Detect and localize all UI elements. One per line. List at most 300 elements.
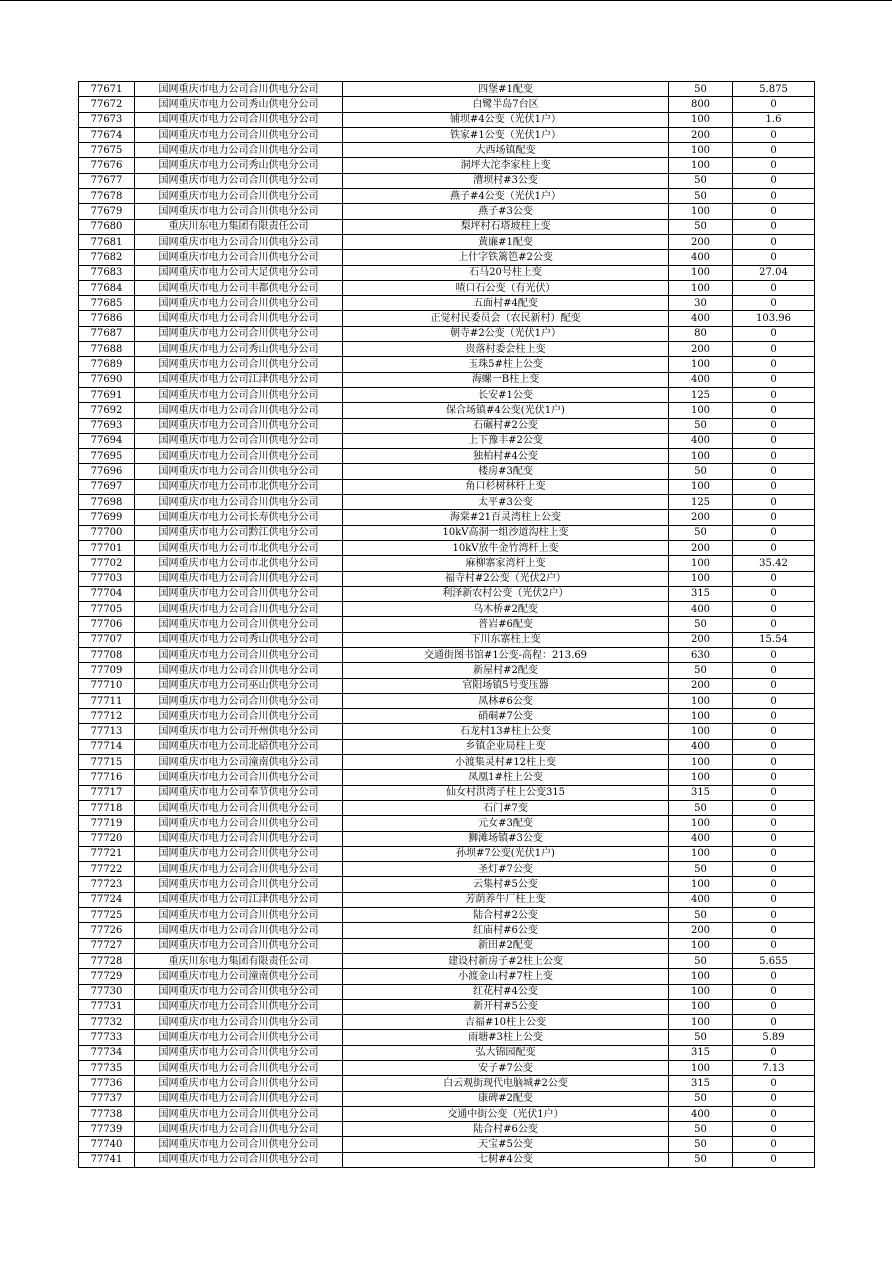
cell-transformer-name: 小渡集灵村#12柱上变 bbox=[343, 755, 669, 770]
cell-row-id: 77701 bbox=[79, 540, 135, 555]
cell-transformer-name: 硝硐#7公变 bbox=[343, 709, 669, 724]
cell-transformer-name: 小渡金山村#7柱上变 bbox=[343, 969, 669, 984]
cell-transformer-name: 芳荫养牛厂柱上变 bbox=[343, 892, 669, 907]
cell-transformer-name: 海棠#21百灵湾柱上公变 bbox=[343, 510, 669, 525]
cell-transformer-name: 乌木桥#2配变 bbox=[343, 602, 669, 617]
table-row bbox=[79, 250, 815, 265]
cell-row-id: 77697 bbox=[79, 479, 135, 494]
cell-row-id: 77727 bbox=[79, 938, 135, 953]
cell-value: 0 bbox=[733, 755, 815, 770]
cell-transformer-name: 天宝#5公变 bbox=[343, 1137, 669, 1152]
cell-row-id: 77687 bbox=[79, 326, 135, 341]
table-row bbox=[79, 296, 815, 311]
cell-transformer-name: 安子#7公变 bbox=[343, 1061, 669, 1076]
cell-company-name: 国网重庆市电力公司合川供电分公司 bbox=[135, 112, 343, 127]
cell-transformer-name: 海螺一B柱上变 bbox=[343, 372, 669, 387]
cell-row-id: 77737 bbox=[79, 1091, 135, 1106]
cell-capacity: 50 bbox=[669, 464, 733, 479]
cell-capacity: 100 bbox=[669, 158, 733, 173]
cell-transformer-name: 燕子#4公变（光伏1户） bbox=[343, 189, 669, 204]
cell-value: 0 bbox=[733, 296, 815, 311]
cell-capacity: 200 bbox=[669, 923, 733, 938]
cell-transformer-name: 雨塘#3柱上公变 bbox=[343, 1030, 669, 1045]
cell-transformer-name: 凤林#6公变 bbox=[343, 693, 669, 708]
cell-value: 0 bbox=[733, 234, 815, 249]
cell-value: 0 bbox=[733, 127, 815, 142]
cell-capacity: 50 bbox=[669, 525, 733, 540]
cell-transformer-name: 云集村#5公变 bbox=[343, 877, 669, 892]
cell-row-id: 77692 bbox=[79, 403, 135, 418]
cell-capacity: 125 bbox=[669, 387, 733, 402]
table-row bbox=[79, 984, 815, 999]
cell-transformer-name: 七树#4公变 bbox=[343, 1152, 669, 1167]
cell-value: 0 bbox=[733, 387, 815, 402]
cell-company-name: 国网重庆市电力公司北碚供电分公司 bbox=[135, 739, 343, 754]
cell-capacity: 315 bbox=[669, 1045, 733, 1060]
table-row bbox=[79, 1137, 815, 1152]
cell-value: 0 bbox=[733, 678, 815, 693]
cell-value: 0 bbox=[733, 97, 815, 112]
cell-value: 0 bbox=[733, 1137, 815, 1152]
cell-value: 0 bbox=[733, 1106, 815, 1121]
cell-value: 0 bbox=[733, 908, 815, 923]
cell-value: 0 bbox=[733, 326, 815, 341]
cell-capacity: 100 bbox=[669, 984, 733, 999]
cell-value: 0 bbox=[733, 785, 815, 800]
cell-transformer-name: 太平#3公变 bbox=[343, 495, 669, 510]
cell-capacity: 50 bbox=[669, 418, 733, 433]
cell-company-name: 国网重庆市电力公司市北供电分公司 bbox=[135, 479, 343, 494]
table-row bbox=[79, 204, 815, 219]
cell-company-name: 国网重庆市电力公司合川供电分公司 bbox=[135, 127, 343, 142]
cell-row-id: 77712 bbox=[79, 709, 135, 724]
table-row bbox=[79, 800, 815, 815]
cell-capacity: 50 bbox=[669, 862, 733, 877]
cell-transformer-name: 圣灯#7公变 bbox=[343, 862, 669, 877]
cell-row-id: 77675 bbox=[79, 143, 135, 158]
cell-capacity: 100 bbox=[669, 479, 733, 494]
cell-capacity: 50 bbox=[669, 800, 733, 815]
table-row bbox=[79, 831, 815, 846]
cell-row-id: 77705 bbox=[79, 602, 135, 617]
table-row bbox=[79, 387, 815, 402]
cell-capacity: 200 bbox=[669, 540, 733, 555]
cell-row-id: 77718 bbox=[79, 800, 135, 815]
cell-row-id: 77735 bbox=[79, 1061, 135, 1076]
cell-value: 0 bbox=[733, 739, 815, 754]
table-row bbox=[79, 969, 815, 984]
cell-value: 0 bbox=[733, 1045, 815, 1060]
table-row bbox=[79, 556, 815, 571]
cell-capacity: 100 bbox=[669, 709, 733, 724]
cell-value: 27.04 bbox=[733, 265, 815, 280]
cell-transformer-name: 漕坝村#3公变 bbox=[343, 173, 669, 188]
cell-capacity: 200 bbox=[669, 234, 733, 249]
cell-row-id: 77691 bbox=[79, 387, 135, 402]
cell-capacity: 50 bbox=[669, 908, 733, 923]
cell-capacity: 400 bbox=[669, 372, 733, 387]
cell-value: 0 bbox=[733, 693, 815, 708]
table-row bbox=[79, 724, 815, 739]
cell-capacity: 400 bbox=[669, 602, 733, 617]
cell-capacity: 100 bbox=[669, 265, 733, 280]
transformer-table bbox=[78, 81, 815, 1168]
cell-row-id: 77702 bbox=[79, 556, 135, 571]
cell-capacity: 100 bbox=[669, 143, 733, 158]
table-row bbox=[79, 647, 815, 662]
cell-capacity: 630 bbox=[669, 647, 733, 662]
cell-value: 0 bbox=[733, 280, 815, 295]
cell-capacity: 100 bbox=[669, 816, 733, 831]
cell-row-id: 77739 bbox=[79, 1122, 135, 1137]
cell-company-name: 国网重庆市电力公司合川供电分公司 bbox=[135, 586, 343, 601]
cell-value: 0 bbox=[733, 495, 815, 510]
cell-capacity: 100 bbox=[669, 449, 733, 464]
cell-capacity: 50 bbox=[669, 663, 733, 678]
cell-capacity: 50 bbox=[669, 1091, 733, 1106]
cell-company-name: 国网重庆市电力公司合川供电分公司 bbox=[135, 709, 343, 724]
cell-company-name: 国网重庆市电力公司合川供电分公司 bbox=[135, 938, 343, 953]
cell-capacity: 100 bbox=[669, 877, 733, 892]
cell-value: 0 bbox=[733, 464, 815, 479]
cell-transformer-name: 大西场镇配变 bbox=[343, 143, 669, 158]
cell-transformer-name: 石碾村#2公变 bbox=[343, 418, 669, 433]
cell-row-id: 77736 bbox=[79, 1076, 135, 1091]
page-top-border bbox=[0, 0, 892, 1]
cell-transformer-name: 独柏村#4公变 bbox=[343, 449, 669, 464]
table-row bbox=[79, 739, 815, 754]
cell-capacity: 400 bbox=[669, 831, 733, 846]
cell-row-id: 77726 bbox=[79, 923, 135, 938]
cell-company-name: 国网重庆市电力公司合川供电分公司 bbox=[135, 602, 343, 617]
cell-capacity: 125 bbox=[669, 495, 733, 510]
cell-company-name: 国网重庆市电力公司合川供电分公司 bbox=[135, 433, 343, 448]
table-row bbox=[79, 357, 815, 372]
cell-transformer-name: 石龙村13#柱上公变 bbox=[343, 724, 669, 739]
table-row bbox=[79, 158, 815, 173]
cell-value: 0 bbox=[733, 525, 815, 540]
cell-company-name: 国网重庆市电力公司合川供电分公司 bbox=[135, 1137, 343, 1152]
cell-company-name: 国网重庆市电力公司丰都供电分公司 bbox=[135, 280, 343, 295]
cell-transformer-name: 洞坪大沱李家柱上变 bbox=[343, 158, 669, 173]
cell-transformer-name: 10kV高洞一组沙道沟柱上变 bbox=[343, 525, 669, 540]
cell-transformer-name: 玉珠5#柱上公变 bbox=[343, 357, 669, 372]
cell-company-name: 国网重庆市电力公司秀山供电分公司 bbox=[135, 97, 343, 112]
cell-capacity: 100 bbox=[669, 846, 733, 861]
cell-value: 103.96 bbox=[733, 311, 815, 326]
cell-capacity: 100 bbox=[669, 755, 733, 770]
cell-value: 0 bbox=[733, 862, 815, 877]
cell-transformer-name: 五面村#4配变 bbox=[343, 296, 669, 311]
cell-capacity: 800 bbox=[669, 97, 733, 112]
table-row bbox=[79, 311, 815, 326]
cell-transformer-name: 燕子#3公变 bbox=[343, 204, 669, 219]
cell-row-id: 77731 bbox=[79, 999, 135, 1014]
cell-transformer-name: 白鹭半岛7台区 bbox=[343, 97, 669, 112]
cell-company-name: 国网重庆市电力公司合川供电分公司 bbox=[135, 1045, 343, 1060]
cell-row-id: 77715 bbox=[79, 755, 135, 770]
cell-transformer-name: 上什字铁篱笆#2公变 bbox=[343, 250, 669, 265]
cell-row-id: 77741 bbox=[79, 1152, 135, 1167]
table-row bbox=[79, 1152, 815, 1167]
table-row bbox=[79, 479, 815, 494]
cell-capacity: 30 bbox=[669, 296, 733, 311]
cell-company-name: 国网重庆市电力公司合川供电分公司 bbox=[135, 846, 343, 861]
cell-row-id: 77704 bbox=[79, 586, 135, 601]
cell-company-name: 国网重庆市电力公司合川供电分公司 bbox=[135, 617, 343, 632]
cell-transformer-name: 普岩#6配变 bbox=[343, 617, 669, 632]
cell-company-name: 国网重庆市电力公司合川供电分公司 bbox=[135, 189, 343, 204]
table-row bbox=[79, 663, 815, 678]
cell-capacity: 400 bbox=[669, 250, 733, 265]
cell-value: 0 bbox=[733, 647, 815, 662]
cell-value: 0 bbox=[733, 892, 815, 907]
cell-transformer-name: 上下豫丰#2公变 bbox=[343, 433, 669, 448]
cell-company-name: 国网重庆市电力公司合川供电分公司 bbox=[135, 326, 343, 341]
cell-transformer-name: 石马20号柱上变 bbox=[343, 265, 669, 280]
cell-value: 0 bbox=[733, 189, 815, 204]
cell-row-id: 77730 bbox=[79, 984, 135, 999]
cell-company-name: 国网重庆市电力公司奉节供电分公司 bbox=[135, 785, 343, 800]
cell-transformer-name: 白云观街现代电脑城#2公变 bbox=[343, 1076, 669, 1091]
cell-transformer-name: 交通中街公变（光伏1户） bbox=[343, 1106, 669, 1121]
cell-capacity: 200 bbox=[669, 632, 733, 647]
cell-company-name: 国网重庆市电力公司合川供电分公司 bbox=[135, 357, 343, 372]
cell-company-name: 国网重庆市电力公司合川供电分公司 bbox=[135, 770, 343, 785]
cell-value: 0 bbox=[733, 770, 815, 785]
table-row bbox=[79, 433, 815, 448]
cell-company-name: 国网重庆市电力公司合川供电分公司 bbox=[135, 1152, 343, 1167]
cell-company-name: 国网重庆市电力公司合川供电分公司 bbox=[135, 800, 343, 815]
cell-transformer-name: 楼房#3配变 bbox=[343, 464, 669, 479]
cell-company-name: 国网重庆市电力公司秀山供电分公司 bbox=[135, 158, 343, 173]
cell-row-id: 77693 bbox=[79, 418, 135, 433]
cell-capacity: 100 bbox=[669, 403, 733, 418]
cell-transformer-name: 正觉村民委员会（农民新村）配变 bbox=[343, 311, 669, 326]
cell-value: 0 bbox=[733, 999, 815, 1014]
cell-capacity: 100 bbox=[669, 556, 733, 571]
table-row bbox=[79, 1076, 815, 1091]
cell-row-id: 77689 bbox=[79, 357, 135, 372]
table-row bbox=[79, 342, 815, 357]
table-row bbox=[79, 112, 815, 127]
cell-value: 0 bbox=[733, 540, 815, 555]
cell-capacity: 50 bbox=[669, 189, 733, 204]
cell-capacity: 100 bbox=[669, 770, 733, 785]
table-row bbox=[79, 923, 815, 938]
table-row bbox=[79, 1106, 815, 1121]
table-row bbox=[79, 816, 815, 831]
cell-capacity: 50 bbox=[669, 1152, 733, 1167]
cell-capacity: 200 bbox=[669, 342, 733, 357]
cell-capacity: 400 bbox=[669, 1106, 733, 1121]
cell-capacity: 100 bbox=[669, 571, 733, 586]
cell-transformer-name: 10kV放牛金竹湾杆上变 bbox=[343, 540, 669, 555]
cell-company-name: 国网重庆市电力公司合川供电分公司 bbox=[135, 296, 343, 311]
cell-transformer-name: 角口杉树林杆上变 bbox=[343, 479, 669, 494]
cell-transformer-name: 新开村#5公变 bbox=[343, 999, 669, 1014]
cell-capacity: 315 bbox=[669, 785, 733, 800]
cell-row-id: 77678 bbox=[79, 189, 135, 204]
table-row bbox=[79, 464, 815, 479]
cell-capacity: 100 bbox=[669, 280, 733, 295]
cell-transformer-name: 孙坝#7公变(光伏1户) bbox=[343, 846, 669, 861]
table-row bbox=[79, 219, 815, 234]
cell-company-name: 国网重庆市电力公司合川供电分公司 bbox=[135, 816, 343, 831]
cell-row-id: 77703 bbox=[79, 571, 135, 586]
cell-transformer-name: 红庙村#6公变 bbox=[343, 923, 669, 938]
cell-value: 0 bbox=[733, 969, 815, 984]
table-row bbox=[79, 372, 815, 387]
cell-value: 5.89 bbox=[733, 1030, 815, 1045]
cell-transformer-name: 官阳场镇5号变压器 bbox=[343, 678, 669, 693]
table-row bbox=[79, 632, 815, 647]
cell-row-id: 77680 bbox=[79, 219, 135, 234]
cell-company-name: 国网重庆市电力公司合川供电分公司 bbox=[135, 464, 343, 479]
cell-capacity: 200 bbox=[669, 678, 733, 693]
cell-row-id: 77672 bbox=[79, 97, 135, 112]
cell-row-id: 77740 bbox=[79, 1137, 135, 1152]
cell-value: 35.42 bbox=[733, 556, 815, 571]
cell-transformer-name: 吉福#10柱上公变 bbox=[343, 1015, 669, 1030]
cell-company-name: 国网重庆市电力公司合川供电分公司 bbox=[135, 1091, 343, 1106]
table-row bbox=[79, 602, 815, 617]
table-row bbox=[79, 418, 815, 433]
cell-transformer-name: 元女#3配变 bbox=[343, 816, 669, 831]
table-row bbox=[79, 785, 815, 800]
cell-value: 0 bbox=[733, 602, 815, 617]
cell-value: 0 bbox=[733, 449, 815, 464]
cell-transformer-name: 凤凰1#柱上公变 bbox=[343, 770, 669, 785]
cell-capacity: 100 bbox=[669, 693, 733, 708]
cell-row-id: 77688 bbox=[79, 342, 135, 357]
cell-transformer-name: 黄廉#1配变 bbox=[343, 234, 669, 249]
cell-value: 0 bbox=[733, 663, 815, 678]
cell-row-id: 77733 bbox=[79, 1030, 135, 1045]
cell-row-id: 77690 bbox=[79, 372, 135, 387]
cell-company-name: 国网重庆市电力公司合川供电分公司 bbox=[135, 831, 343, 846]
cell-row-id: 77723 bbox=[79, 877, 135, 892]
cell-transformer-name: 贵落村委会柱上变 bbox=[343, 342, 669, 357]
cell-row-id: 77738 bbox=[79, 1106, 135, 1121]
cell-capacity: 400 bbox=[669, 311, 733, 326]
cell-row-id: 77671 bbox=[79, 82, 135, 97]
cell-value: 0 bbox=[733, 846, 815, 861]
cell-value: 0 bbox=[733, 571, 815, 586]
cell-transformer-name: 新屋村#2配变 bbox=[343, 663, 669, 678]
cell-row-id: 77673 bbox=[79, 112, 135, 127]
cell-value: 7.13 bbox=[733, 1061, 815, 1076]
table-row bbox=[79, 953, 815, 968]
cell-row-id: 77710 bbox=[79, 678, 135, 693]
cell-row-id: 77707 bbox=[79, 632, 135, 647]
cell-value: 0 bbox=[733, 984, 815, 999]
cell-value: 0 bbox=[733, 479, 815, 494]
cell-company-name: 国网重庆市电力公司江津供电分公司 bbox=[135, 892, 343, 907]
cell-value: 5.655 bbox=[733, 953, 815, 968]
cell-capacity: 100 bbox=[669, 1015, 733, 1030]
cell-value: 0 bbox=[733, 1152, 815, 1167]
cell-row-id: 77728 bbox=[79, 953, 135, 968]
cell-row-id: 77681 bbox=[79, 234, 135, 249]
cell-row-id: 77684 bbox=[79, 280, 135, 295]
table-row bbox=[79, 709, 815, 724]
cell-company-name: 重庆川东电力集团有限责任公司 bbox=[135, 219, 343, 234]
cell-value: 0 bbox=[733, 173, 815, 188]
cell-row-id: 77713 bbox=[79, 724, 135, 739]
cell-company-name: 国网重庆市电力公司潼南供电分公司 bbox=[135, 755, 343, 770]
cell-company-name: 国网重庆市电力公司合川供电分公司 bbox=[135, 877, 343, 892]
table-body bbox=[79, 82, 815, 1168]
cell-company-name: 重庆川东电力集团有限责任公司 bbox=[135, 953, 343, 968]
cell-transformer-name: 狮滩场镇#3公变 bbox=[343, 831, 669, 846]
cell-row-id: 77699 bbox=[79, 510, 135, 525]
cell-company-name: 国网重庆市电力公司合川供电分公司 bbox=[135, 311, 343, 326]
cell-value: 0 bbox=[733, 923, 815, 938]
cell-company-name: 国网重庆市电力公司合川供电分公司 bbox=[135, 571, 343, 586]
cell-company-name: 国网重庆市电力公司合川供电分公司 bbox=[135, 403, 343, 418]
cell-row-id: 77722 bbox=[79, 862, 135, 877]
cell-value: 0 bbox=[733, 586, 815, 601]
cell-transformer-name: 弘大锦园配变 bbox=[343, 1045, 669, 1060]
cell-row-id: 77676 bbox=[79, 158, 135, 173]
table-row bbox=[79, 693, 815, 708]
cell-row-id: 77711 bbox=[79, 693, 135, 708]
table-row bbox=[79, 265, 815, 280]
cell-capacity: 100 bbox=[669, 1061, 733, 1076]
cell-capacity: 100 bbox=[669, 204, 733, 219]
cell-row-id: 77725 bbox=[79, 908, 135, 923]
cell-value: 0 bbox=[733, 1122, 815, 1137]
cell-value: 0 bbox=[733, 433, 815, 448]
cell-company-name: 国网重庆市电力公司合川供电分公司 bbox=[135, 1106, 343, 1121]
cell-value: 0 bbox=[733, 342, 815, 357]
cell-value: 0 bbox=[733, 816, 815, 831]
table-row bbox=[79, 143, 815, 158]
cell-value: 0 bbox=[733, 204, 815, 219]
cell-value: 0 bbox=[733, 403, 815, 418]
cell-company-name: 国网重庆市电力公司秀山供电分公司 bbox=[135, 632, 343, 647]
table-row bbox=[79, 571, 815, 586]
table-row bbox=[79, 449, 815, 464]
cell-row-id: 77696 bbox=[79, 464, 135, 479]
cell-row-id: 77721 bbox=[79, 846, 135, 861]
cell-company-name: 国网重庆市电力公司合川供电分公司 bbox=[135, 984, 343, 999]
cell-row-id: 77716 bbox=[79, 770, 135, 785]
cell-value: 0 bbox=[733, 831, 815, 846]
cell-value: 0 bbox=[733, 1015, 815, 1030]
table-row bbox=[79, 586, 815, 601]
table-row bbox=[79, 770, 815, 785]
cell-capacity: 50 bbox=[669, 1122, 733, 1137]
cell-company-name: 国网重庆市电力公司大足供电分公司 bbox=[135, 265, 343, 280]
cell-company-name: 国网重庆市电力公司秀山供电分公司 bbox=[135, 342, 343, 357]
cell-value: 0 bbox=[733, 219, 815, 234]
table-row bbox=[79, 127, 815, 142]
cell-row-id: 77695 bbox=[79, 449, 135, 464]
cell-value: 0 bbox=[733, 1076, 815, 1091]
cell-company-name: 国网重庆市电力公司合川供电分公司 bbox=[135, 82, 343, 97]
cell-row-id: 77708 bbox=[79, 647, 135, 662]
table-row bbox=[79, 403, 815, 418]
cell-company-name: 国网重庆市电力公司合川供电分公司 bbox=[135, 173, 343, 188]
cell-transformer-name: 福寺村#2公变（光伏2户） bbox=[343, 571, 669, 586]
cell-company-name: 国网重庆市电力公司合川供电分公司 bbox=[135, 647, 343, 662]
table-row bbox=[79, 525, 815, 540]
cell-value: 0 bbox=[733, 158, 815, 173]
cell-company-name: 国网重庆市电力公司合川供电分公司 bbox=[135, 204, 343, 219]
cell-transformer-name: 建设村新房子#2柱上公变 bbox=[343, 953, 669, 968]
